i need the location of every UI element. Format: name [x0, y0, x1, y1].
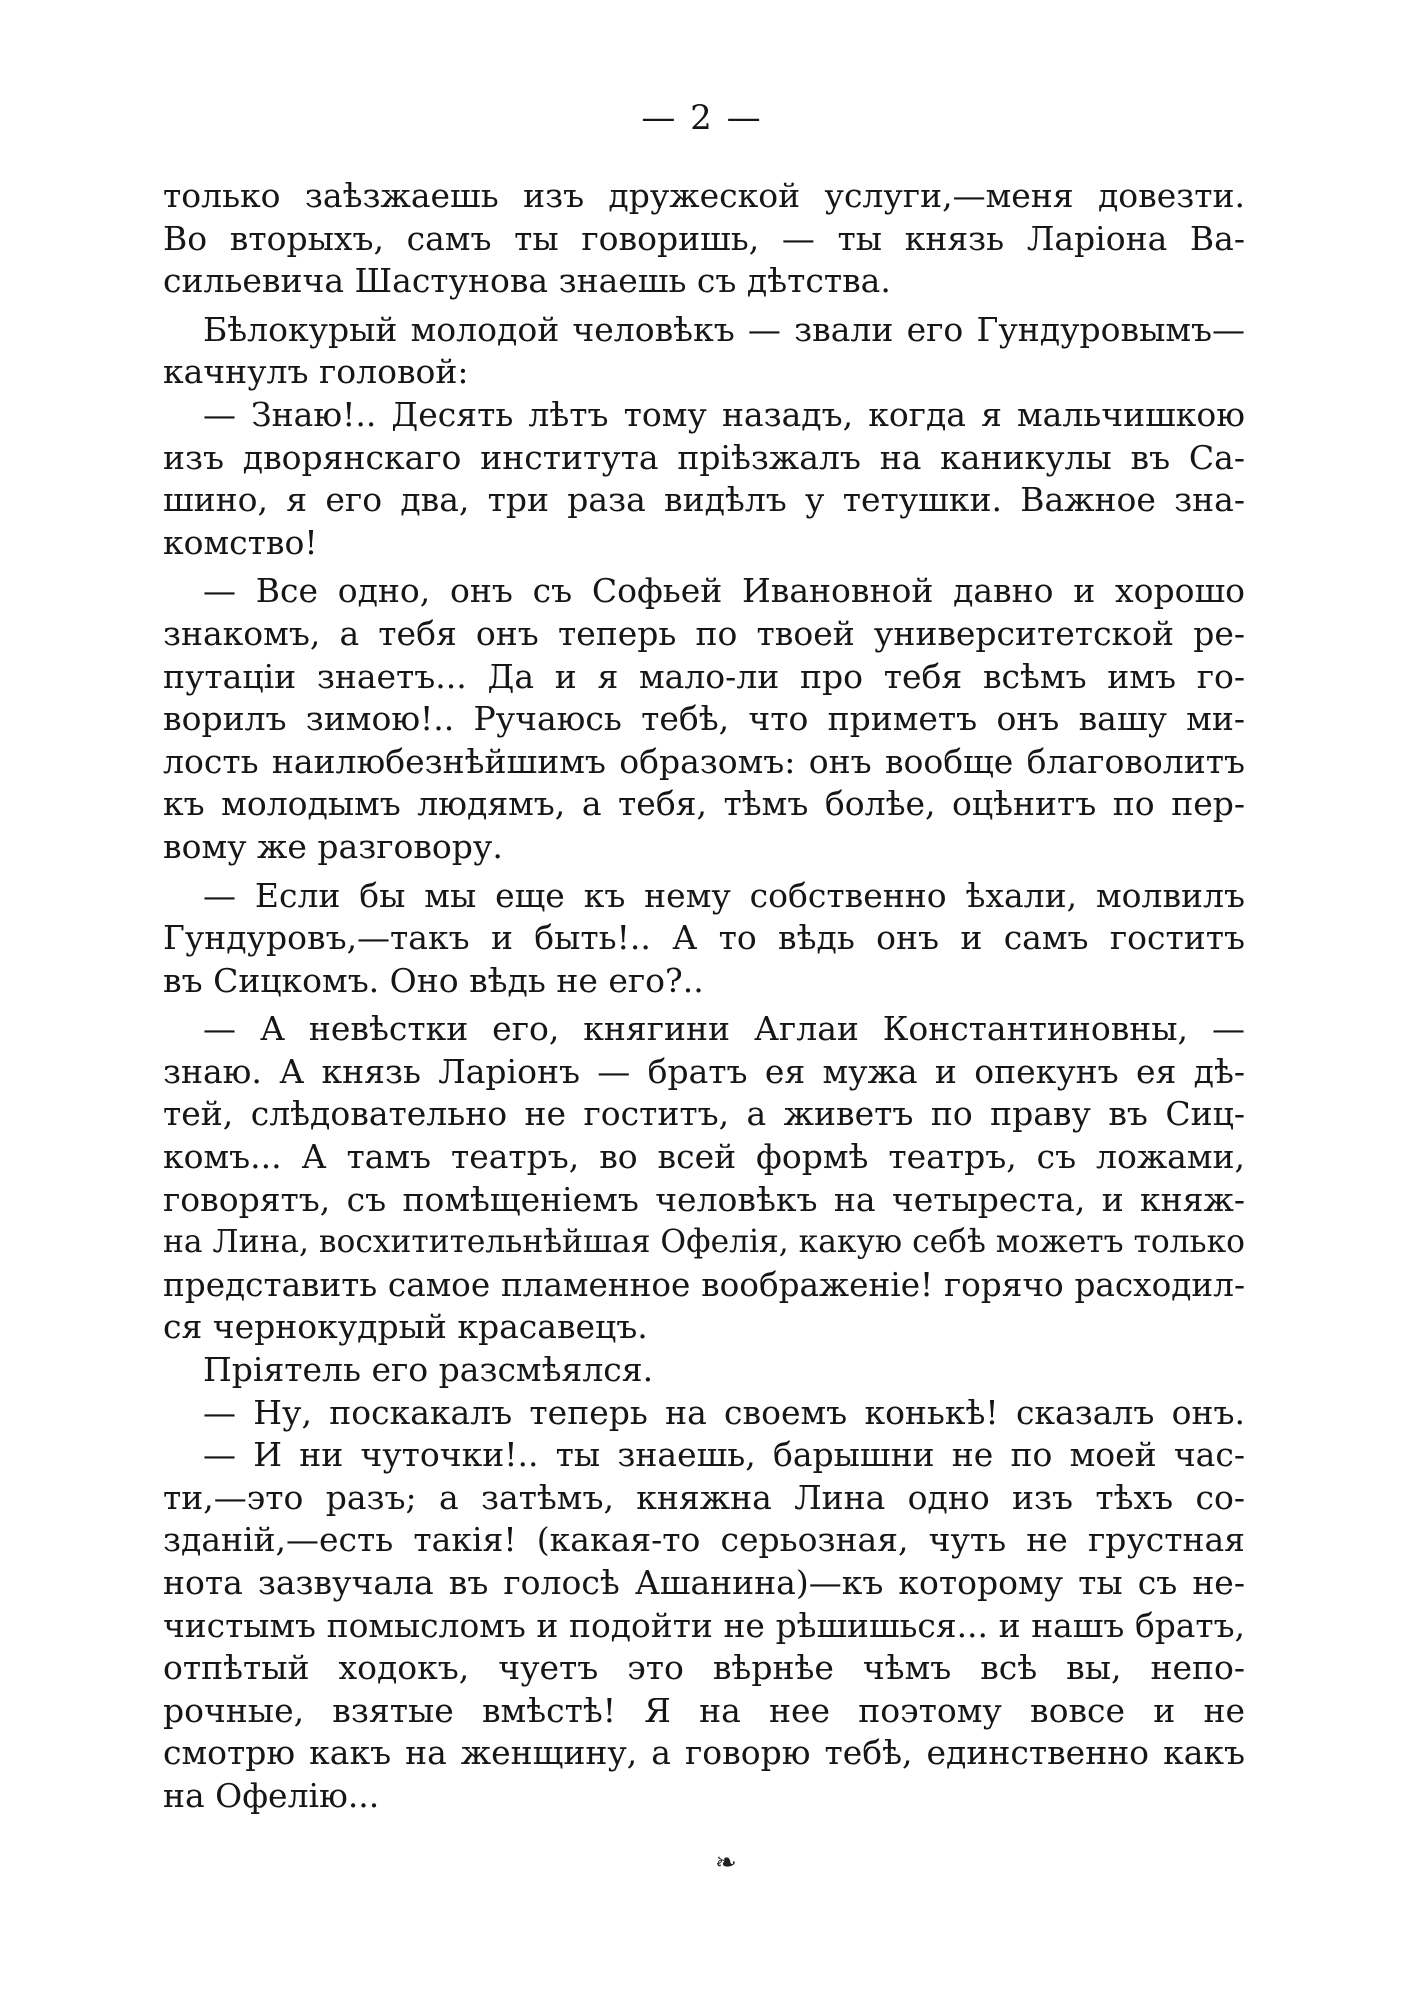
text-line: чистымъ помысломъ и подойти не рѣшишься... и нашъ братъ,	[163, 1605, 1245, 1645]
text-line: — Ну, поскакалъ теперь на своемъ конькѣ! сказалъ онъ.	[203, 1392, 1245, 1432]
text-line: на Офелію...	[163, 1775, 380, 1815]
text-line: — Все одно, онъ съ Софьей Ивановной давно и хорошо	[203, 571, 1245, 611]
text-line: Во вторыхъ, самъ ты говоришь, — ты князь Ларіона Ва-	[163, 218, 1245, 258]
text-line: лость наилюбезнѣйшимъ образомъ: онъ вообще благоволитъ	[163, 741, 1245, 781]
text-line: говорятъ, съ помѣщеніемъ человѣкъ на четыреста, и княж-	[163, 1179, 1245, 1219]
text-line: комство!	[163, 522, 318, 562]
text-line: комъ... А тамъ театръ, во всей формѣ театръ, съ ложами,	[163, 1137, 1245, 1177]
text-line: качнулъ головой:	[163, 352, 469, 392]
text-line: Пріятель его разсмѣялся.	[203, 1350, 654, 1390]
text-line: смотрю какъ на женщину, а говорю тебѣ, единственно какъ	[163, 1733, 1245, 1773]
text-line: ворилъ зимою!.. Ручаюсь тебѣ, что приметъ онъ вашу ми-	[163, 699, 1245, 739]
printer-mark-icon: ❧	[715, 1848, 737, 1878]
text-line: — И ни чуточки!.. ты знаешь, барышни не по моей час-	[203, 1435, 1245, 1475]
text-line: — Знаю!.. Десять лѣтъ тому назадъ, когда я мальчишкою	[203, 394, 1245, 434]
text-line: сильевича Шастунова знаешь съ дѣтства.	[163, 261, 891, 301]
text-line: Бѣлокурый молодой человѣкъ — звали его Гундуровымъ—	[203, 309, 1245, 349]
text-line: нота зазвучала въ голосѣ Ашанина)—къ которому ты съ не-	[163, 1563, 1245, 1602]
text-line: — Если бы мы еще къ нему собственно ѣхали, молвилъ	[203, 875, 1245, 915]
text-line: — А невѣстки его, княгини Аглаи Константиновны, —	[203, 1009, 1245, 1049]
text-line: путаціи знаетъ... Да и я мало-ли про тебя всѣмъ имъ го-	[163, 656, 1245, 696]
text-line: Гундуровъ,—такъ и быть!.. А то вѣдь онъ и самъ гоститъ	[163, 918, 1245, 958]
text-line: на Лина, восхитительнѣйшая Офелія, какую себѣ можетъ только	[163, 1224, 1245, 1261]
text-line: знаю. А князь Ларіонъ — братъ ея мужа и опекунъ ея дѣ-	[163, 1051, 1245, 1091]
text-line: тей, слѣдовательно не гоститъ, а живетъ по праву въ Сиц-	[163, 1094, 1245, 1134]
body-text	[163, 175, 1245, 1818]
text-line: къ молодымъ людямъ, а тебя, тѣмъ болѣе, оцѣнитъ по пер-	[163, 784, 1245, 824]
text-line: изъ дворянскаго института пріѣзжалъ на каникулы въ Са-	[163, 437, 1245, 477]
text-line: ти,—это разъ; а затѣмъ, княжна Лина одно изъ тѣхъ со-	[163, 1477, 1245, 1517]
text-line: рочные, взятые вмѣстѣ! Я на нее поэтому вовсе и не	[163, 1690, 1245, 1730]
text-line: въ Сицкомъ. Оно вѣдь не его?..	[163, 960, 704, 1000]
text-line: только заѣзжаешь изъ дружеской услуги,—меня довезти.	[163, 176, 1245, 215]
text-line: зданій,—есть такія! (какая-то серьозная, чуть не грустная	[163, 1520, 1245, 1560]
text-line: вому же разговору.	[163, 826, 503, 866]
text-line: знакомъ, а тебя онъ теперь по твоей университетской ре-	[163, 613, 1245, 653]
text-line: отпѣтый ходокъ, чуетъ это вѣрнѣе чѣмъ всѣ вы, непо-	[163, 1648, 1245, 1688]
text-line: шино, я его два, три раза видѣлъ у тетушки. Важное зна-	[163, 480, 1245, 520]
text-line: представить самое пламенное воображеніе! горячо расходил-	[163, 1265, 1245, 1304]
page-number: — 2 —	[641, 98, 763, 138]
text-line: ся чернокудрый красавецъ.	[163, 1307, 648, 1347]
